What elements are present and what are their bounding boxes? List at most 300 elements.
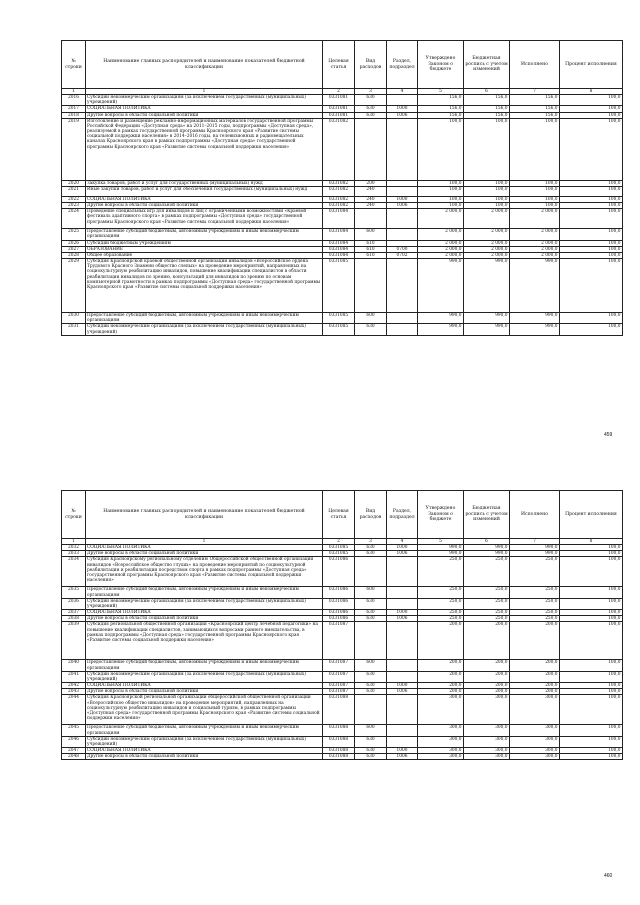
cell-n: 2021 [62, 186, 86, 196]
cell-p: 100,0 [560, 180, 623, 186]
cell-cs: 0331084 [323, 209, 355, 229]
cell-p: 100,0 [560, 246, 623, 252]
cell-name: СОЦИАЛЬНАЯ ПОЛИТИКА [86, 545, 323, 551]
cell-b: 300,0 [464, 695, 510, 725]
cell-cs: 0331086 [323, 616, 355, 622]
cell-vr: 240 [355, 186, 387, 196]
column-number: 4 [387, 539, 418, 545]
cell-n: 2040 [62, 660, 86, 671]
cell-a: 200,0 [418, 689, 464, 695]
cell-b: 100,0 [464, 180, 510, 186]
header-target: Целевая статья [323, 41, 355, 89]
cell-p: 100,0 [560, 689, 623, 695]
header-approved: Утверждено Законом о бюджете [418, 41, 464, 89]
column-number: 4 [387, 89, 418, 95]
cell-n: 2036 [62, 598, 86, 609]
cell-c: 300,0 [510, 754, 560, 760]
cell-a: 300,0 [418, 725, 464, 736]
column-number: 2 [323, 89, 355, 95]
cell-cs: 0331088 [323, 736, 355, 747]
cell-cs: 0331084 [323, 240, 355, 246]
cell-name: Субсидии некоммерческим организациям (за исключением государственных (муниципальных) учреждений) [86, 324, 323, 335]
column-number: 5 [418, 539, 464, 545]
cell-a: 250,0 [418, 557, 464, 587]
table-row [62, 736, 623, 747]
table-row [62, 754, 623, 760]
table-body [62, 545, 623, 760]
budget-table-page-1 [61, 40, 623, 336]
cell-a: 100,0 [418, 180, 464, 186]
cell-a: 250,0 [418, 587, 464, 598]
column-number: 7 [510, 539, 560, 545]
cell-p: 100,0 [560, 118, 623, 180]
budget-table-page-2 [61, 490, 623, 760]
cell-rz [387, 598, 418, 609]
cell-n: 2025 [62, 229, 86, 240]
header-exp-type: Вид расходов [355, 491, 387, 539]
header-exp-type: Вид расходов [355, 41, 387, 89]
cell-a: 250,0 [418, 616, 464, 622]
cell-c: 250,0 [510, 616, 560, 622]
cell-vr [355, 622, 387, 660]
cell-a: 990,0 [418, 313, 464, 324]
table-row [62, 587, 623, 598]
cell-p: 100,0 [560, 671, 623, 682]
header-executed: Исполнено [510, 491, 560, 539]
cell-b: 100,0 [464, 118, 510, 180]
cell-c: 990,0 [510, 313, 560, 324]
cell-vr: 630 [355, 112, 387, 118]
cell-b: 2 000,0 [464, 229, 510, 240]
cell-a: 990,0 [418, 545, 464, 551]
cell-rz: 0700 [387, 246, 418, 252]
cell-name: Общее образование [86, 252, 323, 258]
cell-name: Субсидии бюджетным учреждениям [86, 240, 323, 246]
cell-p: 100,0 [560, 660, 623, 671]
cell-c: 156,0 [510, 95, 560, 106]
cell-n: 2020 [62, 180, 86, 186]
cell-vr: 630 [355, 545, 387, 551]
cell-n: 2026 [62, 240, 86, 246]
cell-cs: 0331088 [323, 725, 355, 736]
table-header-row [62, 491, 623, 539]
cell-name: Закупка товаров, работ и услуг для государственных (муниципальных) нужд [86, 180, 323, 186]
cell-a: 100,0 [418, 118, 464, 180]
cell-rz [387, 660, 418, 671]
cell-p: 100,0 [560, 551, 623, 557]
table-row [62, 598, 623, 609]
column-number: 2 [323, 539, 355, 545]
cell-n: 2034 [62, 557, 86, 587]
header-percent: Процент исполнения [560, 491, 623, 539]
cell-name: Предоставление субсидий бюджетным, автономным учреждениям и иным некоммерческим организациям [86, 725, 323, 736]
cell-a: 200,0 [418, 660, 464, 671]
cell-cs: 0331087 [323, 622, 355, 660]
cell-name: Субсидии некоммерческим организациям (за исключением государственных (муниципальных) учреждений) [86, 598, 323, 609]
cell-rz [387, 622, 418, 660]
cell-name: СОЦИАЛЬНАЯ ПОЛИТИКА [86, 683, 323, 689]
cell-n: 2031 [62, 324, 86, 335]
cell-b: 250,0 [464, 610, 510, 616]
cell-n: 2046 [62, 736, 86, 747]
cell-vr [355, 118, 387, 180]
cell-c: 300,0 [510, 736, 560, 747]
cell-a: 2 000,0 [418, 209, 464, 229]
cell-b: 100,0 [464, 186, 510, 196]
cell-n: 2018 [62, 112, 86, 118]
cell-n: 2043 [62, 689, 86, 695]
column-number: 3 [355, 89, 387, 95]
cell-vr [355, 259, 387, 313]
cell-cs: 0331082 [323, 186, 355, 196]
cell-p: 100,0 [560, 683, 623, 689]
cell-rz [387, 118, 418, 180]
cell-b: 200,0 [464, 622, 510, 660]
cell-name: СОЦИАЛЬНАЯ ПОЛИТИКА [86, 610, 323, 616]
cell-n: 2042 [62, 683, 86, 689]
cell-b: 100,0 [464, 196, 510, 202]
cell-c: 2 000,0 [510, 209, 560, 229]
table-row [62, 660, 623, 671]
header-name: Наименование главных распорядителей и наименование показателей бюджетной классификации [86, 41, 323, 89]
column-number: 1 [62, 89, 86, 95]
cell-b: 250,0 [464, 587, 510, 598]
cell-p: 100,0 [560, 545, 623, 551]
cell-b: 990,0 [464, 324, 510, 335]
cell-name: СОЦИАЛЬНАЯ ПОЛИТИКА [86, 106, 323, 112]
page-number: 460 [604, 873, 613, 879]
cell-n: 2041 [62, 671, 86, 682]
cell-c: 100,0 [510, 203, 560, 209]
cell-c: 300,0 [510, 725, 560, 736]
cell-c: 2 000,0 [510, 246, 560, 252]
cell-cs: 0331085 [323, 545, 355, 551]
cell-a: 300,0 [418, 736, 464, 747]
cell-vr: 630 [355, 106, 387, 112]
table-row [62, 229, 623, 240]
cell-a: 300,0 [418, 695, 464, 725]
cell-b: 250,0 [464, 616, 510, 622]
table-row [62, 695, 623, 725]
cell-rz [387, 209, 418, 229]
cell-p: 100,0 [560, 695, 623, 725]
table-header-row [62, 41, 623, 89]
cell-a: 990,0 [418, 551, 464, 557]
column-number: 8 [560, 89, 623, 95]
cell-p: 100,0 [560, 186, 623, 196]
cell-name: Предоставление субсидий бюджетным, автономным учреждениям и иным некоммерческим организациям [86, 660, 323, 671]
cell-b: 990,0 [464, 545, 510, 551]
cell-c: 156,0 [510, 112, 560, 118]
cell-c: 2 000,0 [510, 229, 560, 240]
cell-n: 2045 [62, 725, 86, 736]
cell-c: 200,0 [510, 660, 560, 671]
cell-cs: 0331085 [323, 324, 355, 335]
page-number: 459 [604, 432, 613, 438]
cell-cs: 0331085 [323, 551, 355, 557]
cell-cs: 0331085 [323, 313, 355, 324]
table-row [62, 671, 623, 682]
cell-vr: 630 [355, 598, 387, 609]
cell-vr: 630 [355, 95, 387, 106]
cell-rz [387, 95, 418, 106]
table-row [62, 209, 623, 229]
cell-b: 156,0 [464, 95, 510, 106]
cell-a: 156,0 [418, 106, 464, 112]
cell-b: 250,0 [464, 598, 510, 609]
cell-vr: 630 [355, 610, 387, 616]
table-row [62, 725, 623, 736]
cell-p: 100,0 [560, 754, 623, 760]
header-section: Раздел, подраздел [387, 491, 418, 539]
cell-p: 100,0 [560, 196, 623, 202]
cell-a: 200,0 [418, 671, 464, 682]
cell-name: СОЦИАЛЬНАЯ ПОЛИТИКА [86, 747, 323, 753]
cell-name: Другие вопросы в области социальной политики [86, 203, 323, 209]
cell-c: 990,0 [510, 551, 560, 557]
cell-name: Субсидия региональной общественной организации «Красноярский центр лечебной педагогики» на повышение квалификации специалистов, занимающихся вопросами раннего вмешательства, в рамках подпрограммы «Доступная среда» государственной программы Красноярского края «Развитие системы социальной поддержки населения» [86, 622, 323, 660]
cell-rz [387, 313, 418, 324]
column-number: 7 [510, 89, 560, 95]
cell-cs: 0331082 [323, 118, 355, 180]
cell-p: 100,0 [560, 725, 623, 736]
cell-cs: 0331086 [323, 557, 355, 587]
cell-rz: 1000 [387, 610, 418, 616]
cell-rz [387, 259, 418, 313]
cell-p: 100,0 [560, 616, 623, 622]
cell-rz [387, 736, 418, 747]
cell-vr: 240 [355, 196, 387, 202]
cell-vr: 600 [355, 725, 387, 736]
cell-cs: 0331088 [323, 747, 355, 753]
cell-vr: 600 [355, 660, 387, 671]
cell-cs: 0331086 [323, 598, 355, 609]
cell-n: 2022 [62, 196, 86, 202]
cell-name: Иные закупки товаров, работ и услуг для обеспечения государственных (муниципальных) нужд [86, 186, 323, 196]
cell-c: 250,0 [510, 557, 560, 587]
cell-n: 2044 [62, 695, 86, 725]
cell-vr: 630 [355, 324, 387, 335]
cell-cs: 0331087 [323, 689, 355, 695]
header-budget-list: Бюджетная роспись с учетом изменений [464, 491, 510, 539]
cell-b: 2 000,0 [464, 240, 510, 246]
cell-p: 100,0 [560, 324, 623, 335]
table-row [62, 557, 623, 587]
cell-p: 100,0 [560, 736, 623, 747]
cell-vr [355, 557, 387, 587]
cell-p: 100,0 [560, 112, 623, 118]
cell-b: 2 000,0 [464, 209, 510, 229]
cell-c: 100,0 [510, 180, 560, 186]
cell-c: 300,0 [510, 747, 560, 753]
cell-rz: 1006 [387, 551, 418, 557]
table-row [62, 259, 623, 313]
cell-vr: 630 [355, 736, 387, 747]
cell-rz [387, 695, 418, 725]
table-row [62, 313, 623, 324]
cell-c: 250,0 [510, 587, 560, 598]
cell-b: 100,0 [464, 203, 510, 209]
cell-p: 100,0 [560, 610, 623, 616]
cell-c: 200,0 [510, 622, 560, 660]
cell-a: 990,0 [418, 324, 464, 335]
column-number: 6 [464, 89, 510, 95]
cell-vr: 630 [355, 689, 387, 695]
header-row-no: № строки [62, 491, 86, 539]
cell-cs: 0331088 [323, 695, 355, 725]
cell-b: 300,0 [464, 725, 510, 736]
cell-a: 990,0 [418, 259, 464, 313]
cell-a: 100,0 [418, 196, 464, 202]
cell-a: 300,0 [418, 747, 464, 753]
cell-rz: 1006 [387, 754, 418, 760]
cell-name: Другие вопросы в области социальной политики [86, 616, 323, 622]
cell-c: 2 000,0 [510, 252, 560, 258]
cell-c: 250,0 [510, 610, 560, 616]
cell-p: 100,0 [560, 203, 623, 209]
cell-vr: 600 [355, 587, 387, 598]
cell-rz: 0702 [387, 252, 418, 258]
cell-vr: 610 [355, 240, 387, 246]
table-row [62, 118, 623, 180]
cell-n: 2028 [62, 252, 86, 258]
cell-rz: 1000 [387, 545, 418, 551]
cell-cs: 0331085 [323, 259, 355, 313]
cell-a: 156,0 [418, 95, 464, 106]
cell-a: 200,0 [418, 683, 464, 689]
cell-name: Предоставление субсидий бюджетным, автономным учреждениям и иным некоммерческим организациям [86, 313, 323, 324]
header-budget-list: Бюджетная роспись с учетом изменений [464, 41, 510, 89]
cell-cs: 0331088 [323, 754, 355, 760]
column-number: 6 [464, 539, 510, 545]
cell-vr: 610 [355, 246, 387, 252]
cell-n: 2017 [62, 106, 86, 112]
header-approved: Утверждено Законом о бюджете [418, 491, 464, 539]
cell-n: 2029 [62, 259, 86, 313]
cell-vr: 630 [355, 754, 387, 760]
cell-p: 100,0 [560, 106, 623, 112]
header-percent: Процент исполнения [560, 41, 623, 89]
cell-b: 156,0 [464, 112, 510, 118]
cell-rz: 1006 [387, 112, 418, 118]
cell-b: 990,0 [464, 259, 510, 313]
cell-vr [355, 695, 387, 725]
cell-b: 2 000,0 [464, 252, 510, 258]
cell-cs: 0331087 [323, 671, 355, 682]
cell-n: 2048 [62, 754, 86, 760]
cell-n: 2035 [62, 587, 86, 598]
cell-n: 2023 [62, 203, 86, 209]
cell-vr: 610 [355, 252, 387, 258]
cell-cs: 0331084 [323, 229, 355, 240]
cell-b: 250,0 [464, 557, 510, 587]
cell-c: 200,0 [510, 683, 560, 689]
cell-n: 2033 [62, 551, 86, 557]
cell-p: 100,0 [560, 557, 623, 587]
cell-b: 300,0 [464, 736, 510, 747]
cell-p: 100,0 [560, 747, 623, 753]
header-target: Целевая статья [323, 491, 355, 539]
cell-p: 100,0 [560, 622, 623, 660]
cell-vr: 200 [355, 180, 387, 186]
cell-vr: 240 [355, 203, 387, 209]
cell-n: 2047 [62, 747, 86, 753]
cell-rz [387, 229, 418, 240]
cell-name: Субсидия Красноярской краевой общественной организации инвалидов «Всероссийское ордена Трудового Красного Знамени общество слепых» на проведение мероприятий, направленных на социокультурную реабилитацию инвалидов, повышение квалификации специалистов в области реабилитации инвалидов по зрению, консультаций для инвалидов по зрению по основам компьютерной грамотности в рамках подпрограммы «Доступная среда» государственной программы Красноярского края «Развитие системы социальной поддержки населения» [86, 259, 323, 313]
column-number: 3 [355, 539, 387, 545]
cell-n: 2038 [62, 616, 86, 622]
cell-n: 2039 [62, 622, 86, 660]
table-row [62, 95, 623, 106]
cell-b: 156,0 [464, 106, 510, 112]
cell-b: 300,0 [464, 754, 510, 760]
table-row [62, 186, 623, 196]
cell-vr: 630 [355, 671, 387, 682]
cell-p: 100,0 [560, 587, 623, 598]
cell-name: Другие вопросы в области социальной политики [86, 689, 323, 695]
cell-name: Другие вопросы в области социальной политики [86, 551, 323, 557]
cell-name: ОБРАЗОВАНИЕ [86, 246, 323, 252]
cell-vr: 600 [355, 229, 387, 240]
cell-p: 100,0 [560, 95, 623, 106]
column-number: 8 [560, 539, 623, 545]
cell-rz [387, 587, 418, 598]
cell-cs: 0331082 [323, 203, 355, 209]
cell-vr: 630 [355, 551, 387, 557]
cell-vr: 600 [355, 313, 387, 324]
cell-c: 2 000,0 [510, 240, 560, 246]
table-body [62, 95, 623, 336]
column-number: 1 [86, 539, 323, 545]
cell-a: 156,0 [418, 112, 464, 118]
cell-name: Проведение специальных игр для инвалидов и лиц с ограниченными возможностями «Краевой фестиваль адаптивного спорта» в рамках подпрограммы «Доступная среда» государственной программы Красноярского края «Развитие системы социальной поддержки населения» [86, 209, 323, 229]
cell-n: 2019 [62, 118, 86, 180]
column-number: 1 [86, 89, 323, 95]
cell-rz [387, 725, 418, 736]
cell-cs: 0331087 [323, 660, 355, 671]
cell-n: 2016 [62, 95, 86, 106]
cell-n: 2030 [62, 313, 86, 324]
table-row [62, 622, 623, 660]
cell-rz [387, 186, 418, 196]
cell-rz: 1000 [387, 196, 418, 202]
cell-cs: 0331082 [323, 196, 355, 202]
cell-name: Изготовление и размещение рекламно-информационных материалов государственной программы Российской Федерации «Доступная среда» на 2011–2015 годы, подпрограммы «Доступная среда», реализуемой в рамках государственной программы Красноярского края «Развитие системы социальной поддержки населения» в 2014–2016 годы, на телевизионных и радиовещательных каналах Красноярского края в рамках подпрограммы «Доступная среда» государственной программы Красноярского края «Развитие системы социальной поддержки населения» [86, 118, 323, 180]
cell-b: 200,0 [464, 660, 510, 671]
cell-cs: 0331086 [323, 587, 355, 598]
cell-a: 100,0 [418, 186, 464, 196]
cell-c: 156,0 [510, 106, 560, 112]
column-number: 1 [62, 539, 86, 545]
header-name: Наименование главных распорядителей и наименование показателей бюджетной классификации [86, 491, 323, 539]
cell-rz: 1006 [387, 616, 418, 622]
cell-p: 100,0 [560, 313, 623, 324]
cell-cs: 0331081 [323, 95, 355, 106]
cell-rz: 1006 [387, 203, 418, 209]
cell-vr [355, 209, 387, 229]
cell-n: 2037 [62, 610, 86, 616]
cell-a: 2 000,0 [418, 229, 464, 240]
cell-a: 2 000,0 [418, 246, 464, 252]
cell-rz [387, 324, 418, 335]
cell-cs: 0331084 [323, 252, 355, 258]
cell-b: 300,0 [464, 747, 510, 753]
cell-c: 250,0 [510, 598, 560, 609]
cell-a: 100,0 [418, 203, 464, 209]
cell-n: 2027 [62, 246, 86, 252]
cell-cs: 0331084 [323, 246, 355, 252]
cell-name: Субсидии некоммерческим организациям (за исключением государственных (муниципальных) учреждений) [86, 671, 323, 682]
